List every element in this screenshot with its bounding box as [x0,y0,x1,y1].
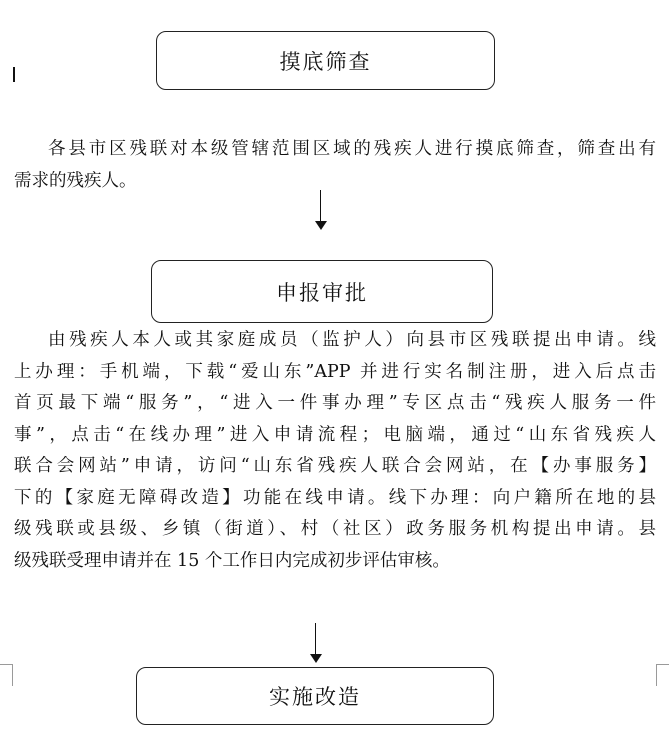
application-line-8: 级残联受理申请并在 15 个工作日内完成初步评估审核。 [14,550,450,571]
application-line-7: 级残联或县级、乡镇（街道）、村（社区）政务服务机构提出申请。县 [14,519,656,539]
step-box-screening [156,31,495,90]
step-box-application [151,260,493,323]
application-line-3: 首页最下端“服务”，“进入一件事办理”专区点击“残疾人服务一件 [14,393,656,413]
application-line-4: 事”，点击“在线办理”进入申请流程；电脑端，通过“山东省残疾人 [14,424,656,445]
page-margin-marker-left [0,664,13,686]
application-line-2: 上办理：手机端，下载“爱山东”APP 并进行实名制注册，进入后点击 [14,361,656,382]
step-title-application: 申报审批 [276,280,368,305]
page-margin-marker-left-top [0,664,12,665]
text-cursor [13,67,15,82]
screening-line-1: 各县市区残联对本级管辖范围区域的残疾人进行摸底筛查，筛查出有 [48,139,656,159]
application-description [14,325,656,577]
application-line-6: 下的【家庭无障碍改造】功能在线申请。线下办理：向户籍所在地的县 [14,487,656,508]
application-line-1: 由残疾人本人或其家庭成员（监护人）向县市区残联提出申请。线 [48,330,656,350]
page-margin-marker-right [656,664,669,686]
page-margin-marker-right-top [657,664,669,665]
screening-line-2: 需求的残疾人。 [14,170,137,191]
step-box-implementation [136,667,494,725]
arrow-down-icon [310,623,322,665]
application-line-5: 联合会网站”申请，访问“山东省残疾人联合会网站，在【办事服务】 [14,456,656,476]
step-title-screening: 摸底筛查 [279,49,372,74]
arrow-down-icon [315,190,327,232]
step-title-implementation: 实施改造 [269,685,361,709]
screening-description [14,134,656,197]
